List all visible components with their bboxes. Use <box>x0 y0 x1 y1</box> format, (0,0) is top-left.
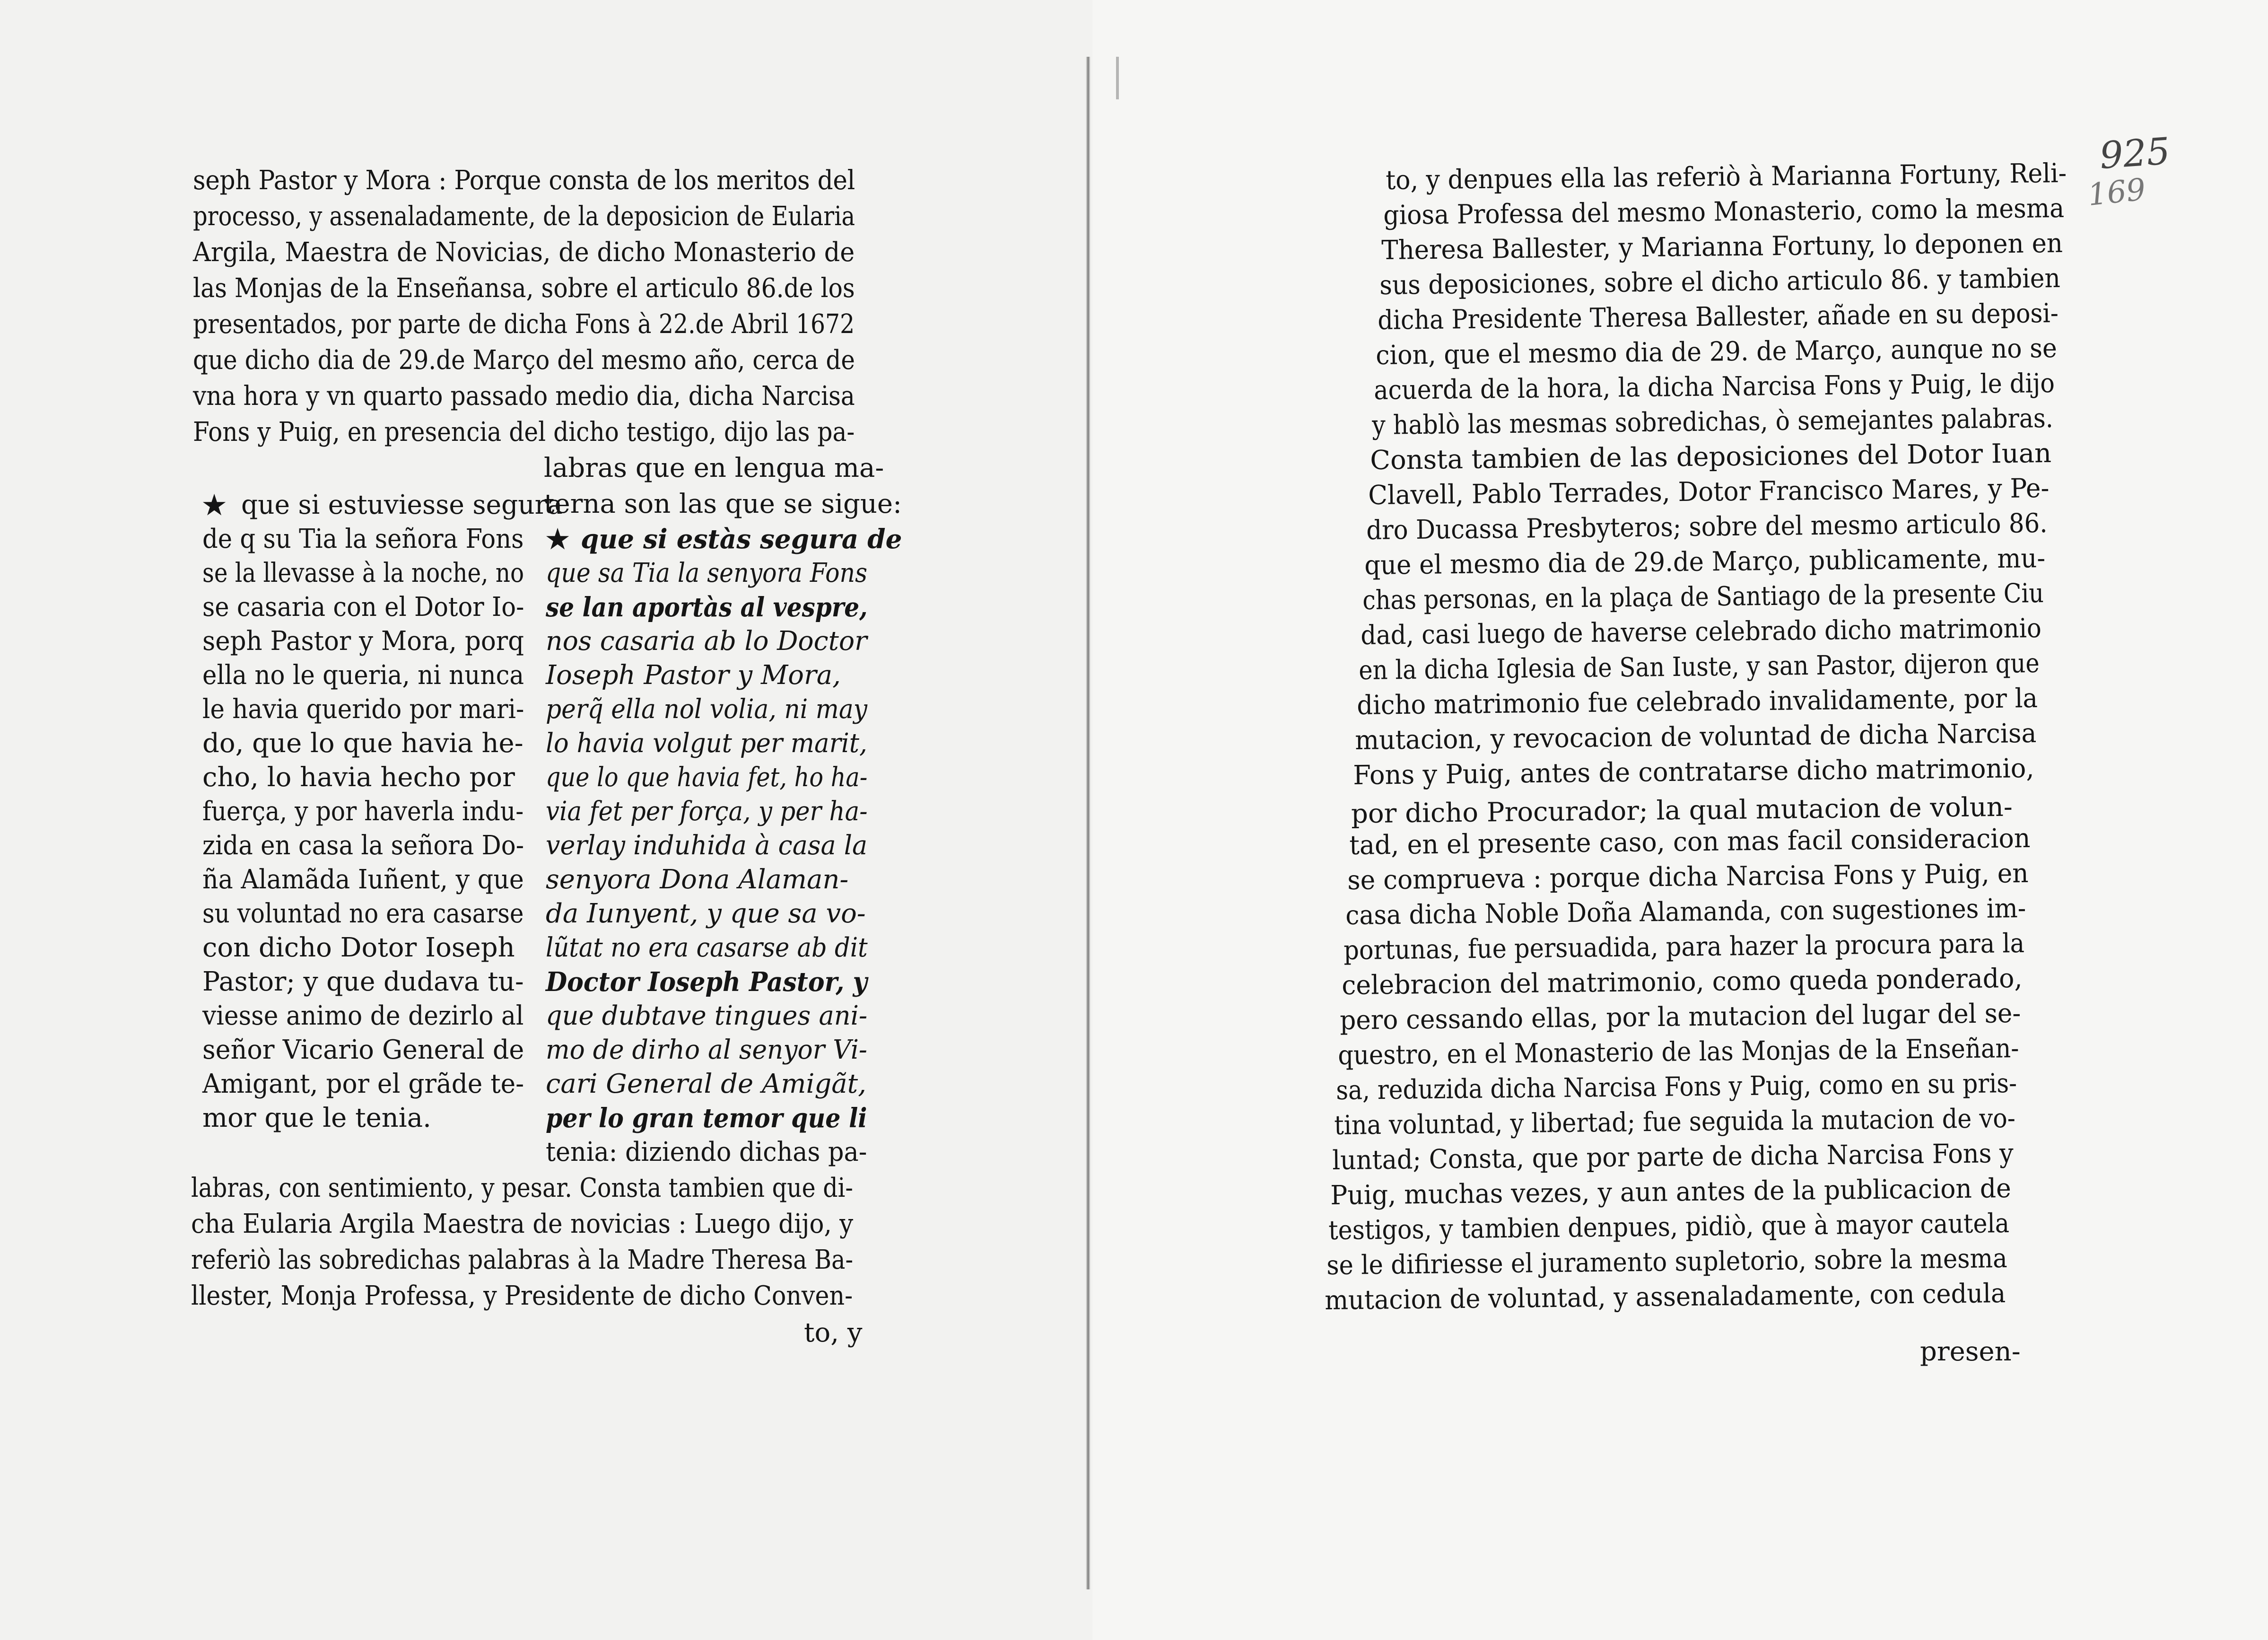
right-line-6: cion, que el mesmo dia de 29. de Março, aunque no se <box>1375 333 2058 371</box>
spanish-line-4: se casaria con el Dotor Io- <box>202 592 524 623</box>
spanish-line-15: Pastor; y que dudava tu- <box>202 966 524 997</box>
spanish-line-1: que si estuviesse segura <box>241 490 563 520</box>
right-line-5: dicha Presidente Theresa Ballester, añade en su deposi- <box>1377 298 2059 336</box>
left-bottom-line-2: cha Eularia Argila Maestra de novicias : Luego dijo, y <box>191 1209 854 1239</box>
spanish-line-16: viesse animo de dezirlo al <box>202 1000 524 1031</box>
left-line-9: labras que en lengua ma- <box>544 453 884 483</box>
right-line-23: portunas, fue persuadida, para hazer la procura para la <box>1343 928 2025 966</box>
spanish-line-18: Amigant, por el grãde te- <box>202 1069 524 1099</box>
catalan-line-10: verlay induhida à casa la <box>546 830 868 861</box>
catalan-line-13: lũtat no era casarse ab dit <box>546 932 868 963</box>
right-line-15: en la dicha Iglesia de San Iuste, y san Pastor, dijeron que <box>1358 648 2040 686</box>
binding-mark <box>1116 57 1119 99</box>
right-line-22: casa dicha Noble Doña Alamanda, con sugestiones im- <box>1345 893 2026 931</box>
spanish-line-3: se la llevasse à la noche, no <box>202 558 524 588</box>
left-bottom-line-1: labras, con sentimiento, y pesar. Consta tambien que di- <box>191 1173 853 1203</box>
star-marker-right: ★ <box>546 524 570 555</box>
spanish-line-19: mor que le tenia. <box>202 1103 431 1133</box>
catalan-line-18: per lo gran temor que li <box>546 1103 867 1134</box>
right-line-30: Puig, muchas vezes, y aun antes de la publicacion de <box>1330 1173 2012 1211</box>
left-bottom-line-3: referiò las sobredichas palabras à la Madre Theresa Ba- <box>191 1245 854 1275</box>
catalan-line-14: Doctor Ioseph Pastor, y <box>546 966 867 998</box>
catalan-line-3: se lan aportàs al vespre, <box>546 592 868 623</box>
catalan-line-11: senyora Dona Alaman- <box>546 864 849 895</box>
right-line-26: questro, en el Monasterio de las Monjas de la Enseñan- <box>1337 1033 2019 1071</box>
right-line-21: se comprueva : porque dicha Narcisa Fons y Puig, en <box>1347 858 2029 896</box>
right-line-3: Theresa Ballester, y Marianna Fortuny, lo deponen en <box>1381 228 2063 266</box>
left-line-7: vna hora y vn quarto passado medio dia, dicha Narcisa <box>193 381 855 412</box>
right-line-14: dad, casi luego de haverse celebrado dicho matrimonio <box>1360 613 2042 651</box>
right-line-4: sus deposiciones, sobre el dicho articulo 86. y tambien <box>1379 263 2061 301</box>
catalan-line-15: que dubtave tingues ani- <box>546 1000 868 1031</box>
left-line-4: las Monjas de la Enseñansa, sobre el articulo 86.de los <box>193 273 855 304</box>
spanish-line-8: do, que lo que havia he- <box>202 728 523 759</box>
spanish-line-14: con dicho Dotor Ioseph <box>202 932 515 963</box>
page-number: 925 <box>2098 130 2172 178</box>
right-line-29: luntad; Consta, que por parte de dicha Narcisa Fons y <box>1332 1138 2014 1176</box>
right-line-27: sa, reduzida dicha Narcisa Fons y Puig, como en su pris- <box>1335 1068 2017 1106</box>
spanish-line-13: su voluntad no era casarse <box>202 898 524 929</box>
right-line-18: Fons y Puig, antes de contratarse dicho matrimonio, <box>1352 753 2034 791</box>
right-line-28: tina voluntad, y libertad; fue seguida la mutacion de vo- <box>1334 1103 2016 1141</box>
spanish-line-9: cho, lo havia hecho por <box>202 762 515 793</box>
catalan-line-4: nos casaria ab lo Doctor <box>546 626 867 657</box>
right-line-12: que el mesmo dia de 29.de Março, publicamente, mu- <box>1364 543 2046 581</box>
spanish-line-12: ña Alamãda Iuñent, y que <box>202 864 524 895</box>
spanish-line-2: de q su Tia la señora Fons <box>202 524 524 554</box>
left-line-1: seph Pastor y Mora : Porque consta de los meritos del <box>193 165 855 196</box>
catalan-line-7: lo havia volgut per marit, <box>546 728 867 759</box>
left-line-2: processo, y assenaladamente, de la deposicion de Eularia <box>193 201 855 232</box>
catalan-line-16: mo de dirho al senyor Vi- <box>546 1035 867 1065</box>
catalan-line-8: que lo que havia fet, ho ha- <box>546 762 868 793</box>
catalan-line-12: da Iunyent, y que sa vo- <box>546 898 866 929</box>
spanish-line-10: fuerça, y por haverla indu- <box>202 796 524 827</box>
left-line-8: Fons y Puig, en presencia del dicho testigo, dijo las pa- <box>193 417 855 447</box>
right-line-2: giosa Professa del mesmo Monasterio, como la mesma <box>1383 193 2065 231</box>
right-line-9: Consta tambien de las deposiciones del Dotor Iuan <box>1370 438 2052 476</box>
folio-number: 169 <box>2086 172 2147 213</box>
catalan-line-2: que sa Tia la senyora Fons <box>546 558 868 588</box>
left-bottom-line-4: llester, Monja Professa, y Presidente de dicho Conven- <box>191 1280 853 1311</box>
star-marker-left: ★ <box>202 490 227 521</box>
binding-gutter <box>1086 57 1090 1589</box>
right-line-32: se le difiriesse el juramento supletorio, sobre la mesma <box>1326 1243 2007 1281</box>
right-line-16: dicho matrimonio fue celebrado invalidamente, por la <box>1356 683 2038 721</box>
right-line-13: chas personas, en la plaça de Santiago de la presente Ciu <box>1362 578 2044 616</box>
right-line-20: tad, en el presente caso, con mas facil consideracion <box>1349 823 2031 861</box>
right-line-8: y hablò las mesmas sobredichas, ò semejantes palabras. <box>1371 403 2054 441</box>
catalan-line-1: que si estàs segura de <box>581 524 902 555</box>
left-catchword: to, y <box>804 1317 863 1348</box>
right-line-11: dro Ducassa Presbyteros; sobre del mesmo articulo 86. <box>1366 508 2048 546</box>
right-line-19: por dicho Procurador; la qual mutacion de volun- <box>1351 791 2013 830</box>
left-line-3: Argila, Maestra de Novicias, de dicho Monasterio de <box>193 237 855 268</box>
right-line-1: to, y denpues ella las referiò à Marianna Fortuny, Reli- <box>1385 158 2067 196</box>
spanish-line-17: señor Vicario General de <box>202 1035 524 1065</box>
right-line-24: celebracion del matrimonio, como queda ponderado, <box>1341 963 2023 1001</box>
catalan-line-9: via fet per força, y per ha- <box>546 796 868 827</box>
catalan-line-19: tenia: diziendo dichas pa- <box>546 1137 867 1167</box>
spanish-line-7: le havia querido por mari- <box>202 694 524 725</box>
right-line-25: pero cessando ellas, por la mutacion del lugar del se- <box>1339 998 2021 1036</box>
spanish-line-11: zida en casa la señora Do- <box>202 830 524 861</box>
left-line-5: presentados, por parte de dicha Fons à 22.de Abril 1672 <box>193 309 855 340</box>
left-line-10: terna son las que se sigue: <box>544 489 902 519</box>
left-line-6: que dicho dia de 29.de Março del mesmo año, cerca de <box>193 345 855 376</box>
right-line-31: testigos, y tambien denpues, pidiò, que à mayor cautela <box>1328 1208 2010 1246</box>
right-line-17: mutacion, y revocacion de voluntad de dicha Narcisa <box>1354 718 2037 756</box>
catalan-line-6: perq̃ ella nol volia, ni may <box>546 694 867 725</box>
right-line-7: acuerda de la hora, la dicha Narcisa Fons y Puig, le dijo <box>1373 368 2055 406</box>
right-line-33: mutacion de voluntad, y assenaladamente, con cedula <box>1324 1278 2006 1316</box>
right-line-10: Clavell, Pablo Terrades, Dotor Francisco Mares, y Pe- <box>1368 473 2050 511</box>
catalan-line-5: Ioseph Pastor y Mora, <box>546 660 841 691</box>
spanish-line-5: seph Pastor y Mora, porq <box>202 626 524 657</box>
catalan-line-17: cari General de Amigãt, <box>546 1069 866 1099</box>
spanish-line-6: ella no le queria, ni nunca <box>202 660 524 691</box>
right-catchword: presen- <box>1920 1336 2021 1367</box>
